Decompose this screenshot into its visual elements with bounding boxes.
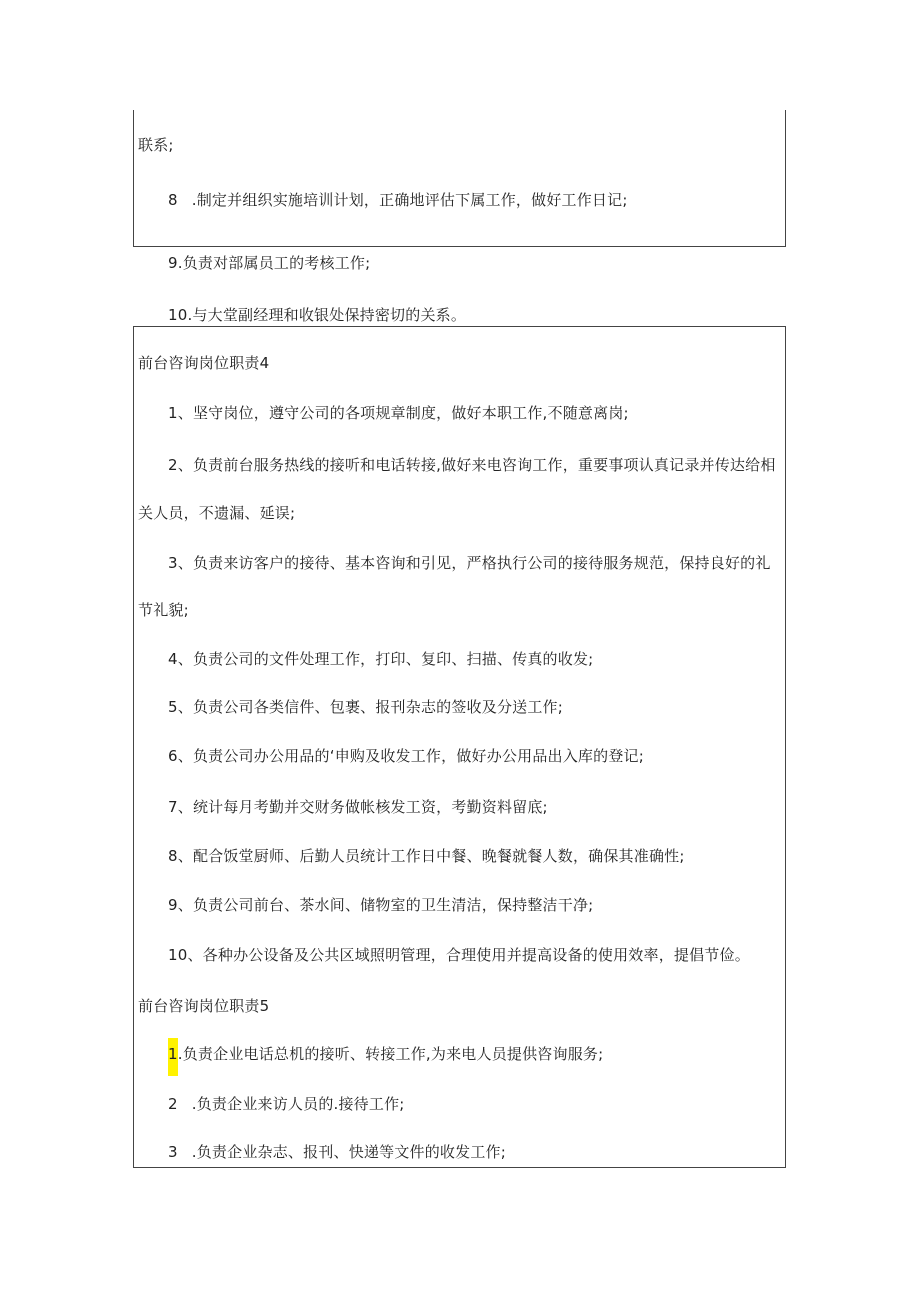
section5-item-2: [168, 1094, 405, 1114]
list-item-8: [168, 190, 628, 210]
page1-right-border: [785, 110, 786, 247]
section4-item-2: 2、负责前台服务热线的接听和电话转接,做好来电咨询工作，重要事项认真记录并传达给相: [168, 456, 776, 474]
section5-item-1: [168, 1044, 603, 1076]
section4-item-2-cont: 关人员，不遗漏、延误;: [138, 504, 296, 522]
section4-title: 前台咨询岗位职责4: [138, 354, 270, 372]
page1-left-border: [133, 110, 134, 247]
page2-right-border: [785, 326, 786, 1168]
section5-item-3-text: .负责企业杂志、报刊、快递等文件的收发工作;: [191, 1143, 506, 1161]
section4-item-8: 8、配合饭堂厨师、后勤人员统计工作日中餐、晚餐就餐人数，确保其准确性;: [168, 847, 685, 865]
list-item-8-text: .制定并组织实施培训计划，正确地评估下属工作，做好工作日记;: [191, 191, 628, 209]
page2-left-border: [133, 326, 134, 1168]
section5-item-3: [168, 1142, 506, 1162]
section4-item-1: 1、坚守岗位，遵守公司的各项规章制度，做好本职工作,不随意离岗;: [168, 404, 629, 422]
section5-title: 前台咨询岗位职责5: [138, 997, 270, 1015]
list-item-9: 9.负责对部属员工的考核工作;: [168, 254, 371, 272]
list-item-10: 10.与大堂副经理和收银处保持密切的关系。: [168, 306, 467, 324]
section5-item-1-text: .负责企业电话总机的接听、转接工作,为来电人员提供咨询服务;: [177, 1045, 604, 1063]
section5-item-2-text: .负责企业来访人员的.接待工作;: [191, 1095, 405, 1113]
section4-item-4: 4、负责公司的文件处理工作，打印、复印、扫描、传真的收发;: [168, 650, 594, 668]
section4-item-10: 10、各种办公设备及公共区域照明管理，合理使用并提高设备的使用效率，提倡节俭。: [168, 946, 750, 964]
section4-item-5: 5、负责公司各类信件、包裹、报刊杂志的签收及分送工作;: [168, 698, 563, 716]
section4-item-7: 7、统计每月考勤并交财务做帐核发工资，考勤资料留底;: [168, 798, 548, 816]
section4-item-9: 9、负责公司前台、茶水间、储物室的卫生清洁，保持整洁干净;: [168, 896, 594, 914]
section4-item-6: 6、负责公司办公用品的‘申购及收发工作，做好办公用品出入库的登记;: [168, 747, 644, 765]
list-item-8-number: 8: [168, 191, 178, 209]
page2-bottom-border: [133, 1167, 786, 1168]
page2-top-border: [133, 326, 786, 327]
section5-item-3-number: 3: [168, 1143, 178, 1161]
section4-item-3-cont: 节礼貌;: [138, 601, 189, 619]
section5-item-2-number: 2: [168, 1095, 178, 1113]
page1-bottom-border: [133, 246, 786, 247]
highlight-marker: 1: [168, 1038, 178, 1076]
section4-item-3: 3、负责来访客户的接待、基本咨询和引见，严格执行公司的接待服务规范，保持良好的礼: [168, 554, 771, 572]
continued-line: 联系;: [138, 136, 174, 154]
